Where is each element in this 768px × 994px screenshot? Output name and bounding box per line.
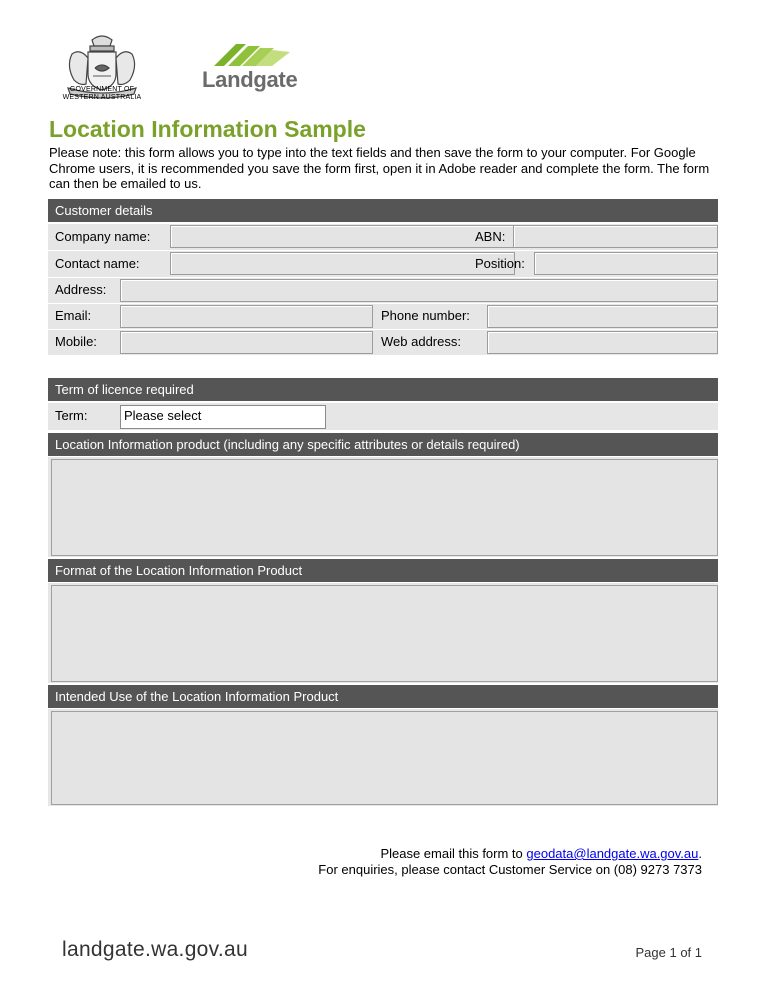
mobile-row (48, 330, 718, 355)
phone-number-field[interactable] (487, 305, 718, 328)
enquiries-text: For enquiries, please contact Customer Service on (08) 9273 7373 (318, 862, 702, 877)
email-suffix: . (698, 846, 702, 861)
gov-line-2: WESTERN AUSTRALIA (62, 94, 142, 101)
address-field[interactable] (120, 279, 718, 302)
address-row (48, 278, 718, 303)
abn-field[interactable] (513, 225, 718, 248)
gov-line-1: GOVERNMENT OF (69, 86, 135, 93)
page-title: Location Information Sample (49, 116, 366, 142)
format-textarea[interactable] (51, 585, 718, 682)
company-row (48, 224, 718, 250)
footer-website: landgate.wa.gov.au (62, 938, 248, 961)
email-prefix: Please email this form to (380, 846, 527, 861)
format-heading: Format of the Location Information Product (48, 559, 718, 582)
contact-name-label: Contact name: (55, 256, 140, 271)
term-label: Term: (55, 408, 88, 423)
company-name-field[interactable] (170, 225, 515, 248)
term-select[interactable]: Please select (120, 405, 326, 429)
customer-details-heading: Customer details (48, 199, 718, 222)
product-textarea[interactable] (51, 459, 718, 556)
term-row (48, 403, 718, 430)
geodata-email-link[interactable]: geodata@landgate.wa.gov.au (526, 846, 699, 861)
intended-use-textarea[interactable] (51, 711, 718, 805)
phone-number-label: Phone number: (381, 308, 470, 323)
mobile-field[interactable] (120, 331, 373, 354)
abn-label: ABN: (475, 229, 506, 244)
contact-row (48, 251, 718, 277)
government-of-wa-caption (50, 86, 154, 102)
position-field[interactable] (534, 252, 718, 275)
email-label: Email: (55, 308, 92, 323)
intended-use-heading: Intended Use of the Location Information Product (48, 685, 718, 708)
email-instruction (318, 846, 702, 862)
term-of-licence-heading: Term of licence required (48, 378, 718, 401)
product-heading: Location Information product (including any specific attributes or details required) (48, 433, 718, 456)
web-address-label: Web address: (381, 334, 461, 349)
landgate-wordmark: Landgate (202, 67, 298, 92)
web-address-field[interactable] (487, 331, 718, 354)
page-number: Page 1 of 1 (635, 945, 702, 960)
contact-name-field[interactable] (170, 252, 515, 275)
address-label: Address: (55, 282, 107, 297)
mobile-label: Mobile: (55, 334, 97, 349)
footer-contact (318, 846, 702, 878)
company-name-label: Company name: (55, 229, 151, 244)
instructions-note: Please note: this form allows you to type into the text fields and then save the form to your computer. For Google Chrome users, it is recommended you save the form first, open it in Adobe reader and complete the form. The form can then be emailed to us. (49, 145, 710, 191)
landgate-leaf-mark (210, 40, 294, 70)
position-label: Position: (475, 256, 525, 271)
email-field[interactable] (120, 305, 373, 328)
email-row (48, 304, 718, 329)
